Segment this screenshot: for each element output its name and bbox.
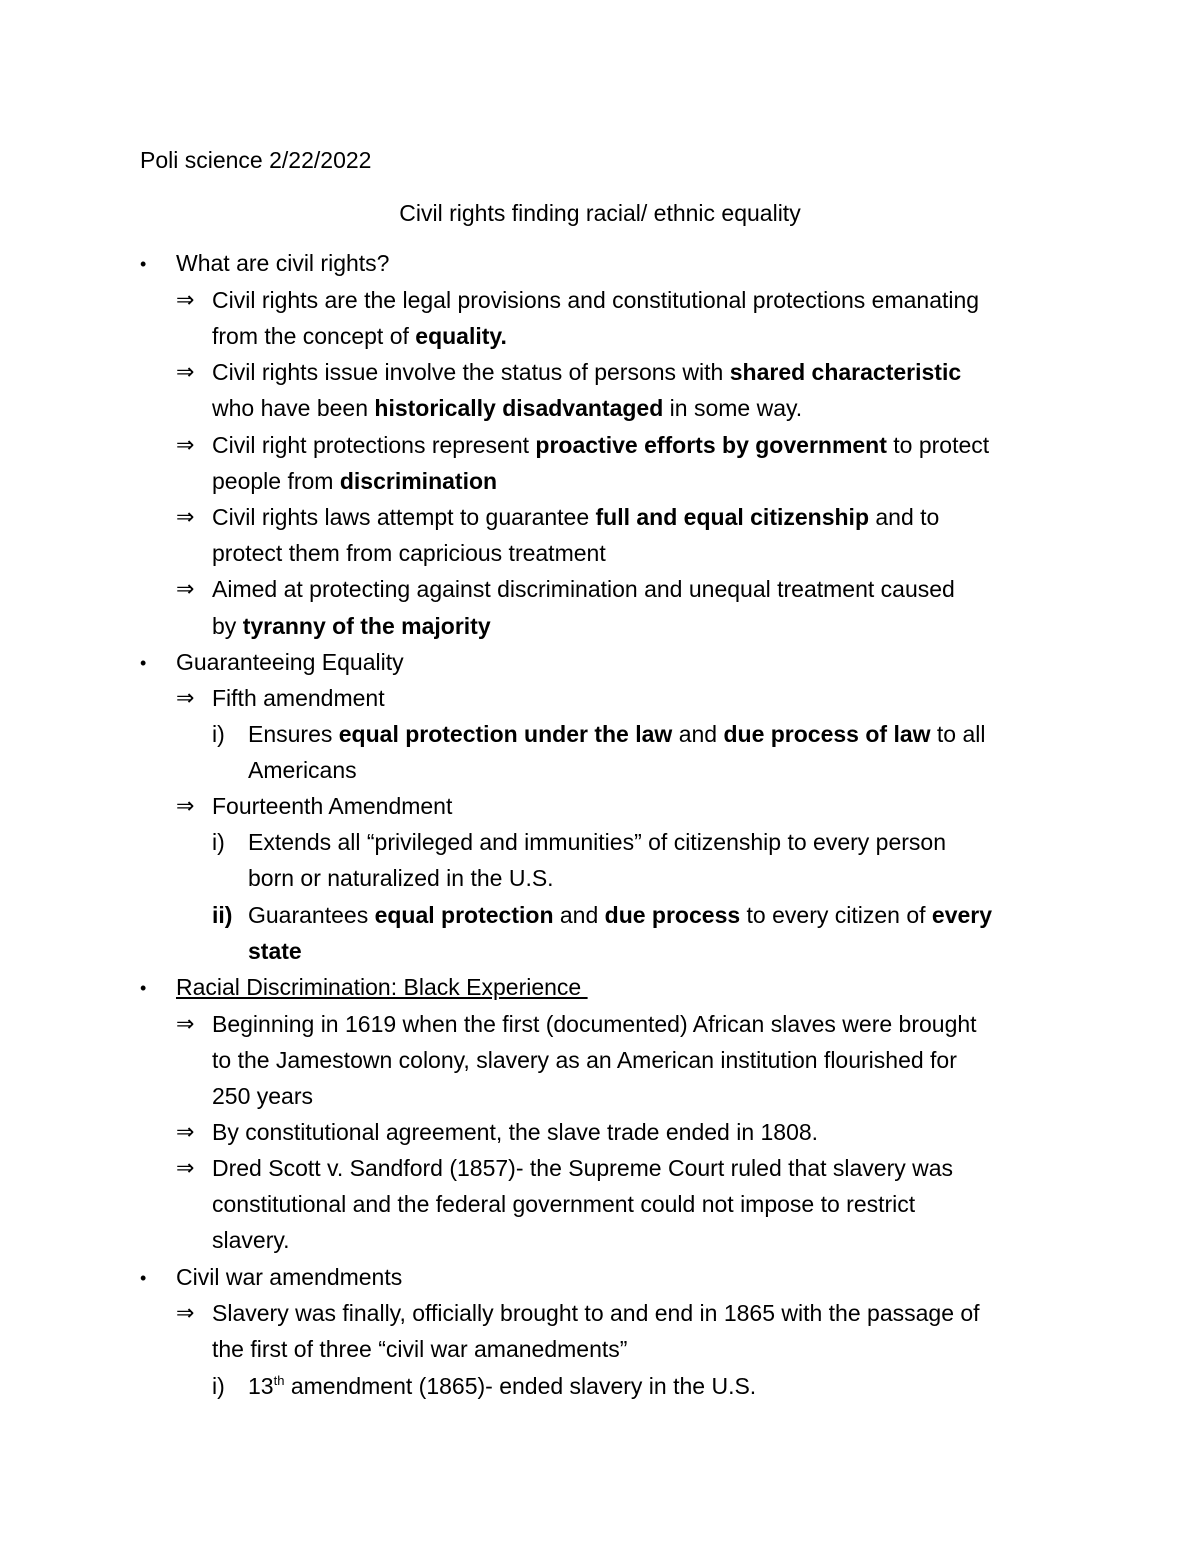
point-line: people from discrimination — [212, 468, 498, 494]
arrow-icon: ⇒ — [176, 685, 195, 710]
arrow-icon: ⇒ — [176, 1300, 195, 1325]
roman-numeral: i) — [212, 829, 225, 855]
point-line: Civil rights are the legal provisions and constitutional protections emanating — [212, 287, 980, 313]
section-heading: Racial Discrimination: Black Experience — [176, 974, 588, 1000]
arrow-icon: ⇒ — [176, 1011, 195, 1036]
point-line: By constitutional agreement, the slave trade ended in 1808. — [212, 1119, 819, 1145]
page-subtitle: Civil rights finding racial/ ethnic equality — [399, 200, 801, 226]
sub-point-line: Extends all “privileged and immunities” of citizenship to every person — [248, 829, 946, 855]
point-line: Beginning in 1619 when the first (documented) African slaves were brought — [212, 1011, 977, 1037]
arrow-icon: ⇒ — [176, 359, 195, 384]
arrow-icon: ⇒ — [176, 504, 195, 529]
point-line: Civil rights issue involve the status of persons with shared characteristic — [212, 359, 962, 385]
point-line: who have been historically disadvantaged in some way. — [212, 395, 803, 421]
arrow-icon: ⇒ — [176, 432, 195, 457]
sub-point-line: born or naturalized in the U.S. — [248, 865, 554, 891]
point-line: Slavery was finally, officially brought to and end in 1865 with the passage of — [212, 1300, 980, 1326]
arrow-icon: ⇒ — [176, 1155, 195, 1180]
arrow-icon: ⇒ — [176, 1119, 195, 1144]
sub-point-line: Americans — [248, 757, 357, 783]
point-line: constitutional and the federal government could not impose to restrict — [212, 1191, 916, 1217]
amendment-title: Fifth amendment — [212, 685, 385, 711]
sub-point-line: 13th amendment (1865)- ended slavery in the U.S. — [248, 1373, 757, 1399]
point-line: to the Jamestown colony, slavery as an American institution flourished for — [212, 1047, 957, 1073]
bullet-icon: • — [140, 978, 147, 998]
arrow-icon: ⇒ — [176, 576, 195, 601]
point-line: Aimed at protecting against discrimination and unequal treatment caused — [212, 576, 955, 602]
amendment-title: Fourteenth Amendment — [212, 793, 453, 819]
point-line: Dred Scott v. Sandford (1857)- the Supreme Court ruled that slavery was — [212, 1155, 954, 1181]
sub-point-line: Ensures equal protection under the law and due process of law to all — [248, 721, 986, 747]
bullet-icon: • — [140, 254, 147, 274]
page-title: Poli science 2/22/2022 — [140, 147, 372, 173]
point-line: 250 years — [212, 1083, 314, 1109]
point-line: protect them from capricious treatment — [212, 540, 606, 566]
sub-point-line: Guarantees equal protection and due process to every citizen of every — [248, 902, 993, 928]
roman-numeral: ii) — [212, 902, 233, 928]
point-line: by tyranny of the majority — [212, 613, 491, 639]
section-heading: Civil war amendments — [176, 1264, 403, 1290]
point-line: the first of three “civil war amanedments” — [212, 1336, 628, 1362]
point-line: from the concept of equality. — [212, 323, 507, 349]
roman-numeral: i) — [212, 1373, 225, 1399]
roman-numeral: i) — [212, 721, 225, 747]
point-line: Civil rights laws attempt to guarantee full and equal citizenship and to — [212, 504, 940, 530]
arrow-icon: ⇒ — [176, 793, 195, 818]
point-line: Civil right protections represent proactive efforts by government to protect — [212, 432, 990, 458]
bullet-icon: • — [140, 653, 147, 673]
section-heading: What are civil rights? — [176, 250, 390, 276]
section-heading: Guaranteeing Equality — [176, 649, 404, 675]
point-line: slavery. — [212, 1227, 290, 1253]
arrow-icon: ⇒ — [176, 287, 195, 312]
bullet-icon: • — [140, 1268, 147, 1288]
sub-point-line: state — [248, 938, 302, 964]
